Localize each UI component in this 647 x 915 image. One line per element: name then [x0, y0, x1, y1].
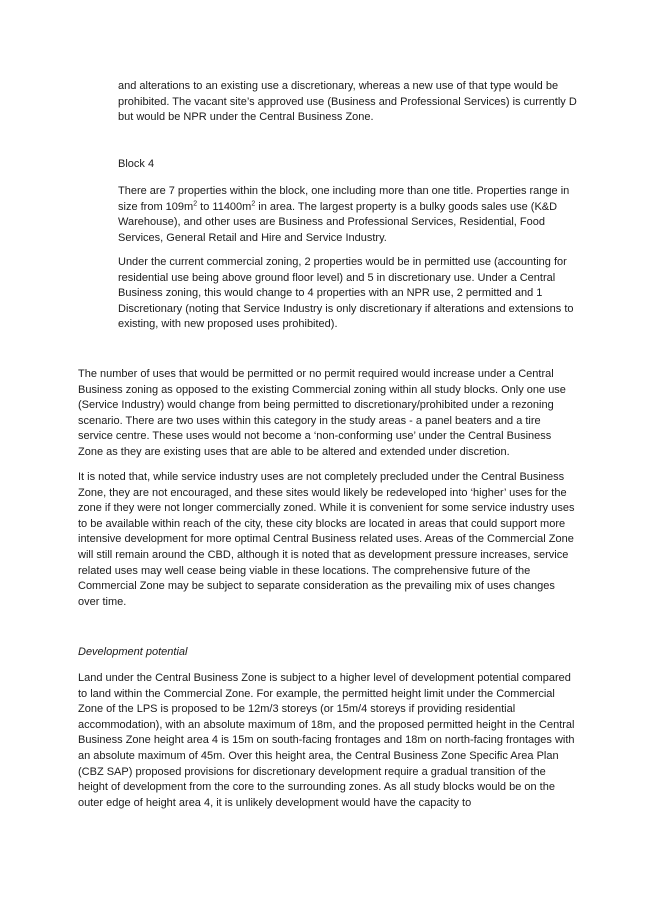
- paragraph-service-industry: It is noted that, while service industry uses are not completely precluded under the Central Business Zone, they are not encouraged, and these sites would likely be redeveloped into ‘higher’ uses for the zone if they were not longer commercially zoned. While it is convenient for some service industry uses to be available within reach of the city, these city blocks are located in areas that could support more intensive development for more optimal Central Business related uses. Areas of the Commercial Zone will still remain around the CBD, although it is noted that as development pressure increases, service related uses may well cease being viable in these locations. The comprehensive future of the Commercial Zone may be subject to separate consideration as the prevailing mix of uses changes over time.: [78, 471, 575, 608]
- block-4-heading: Block 4: [118, 158, 155, 170]
- paragraph-block-4-properties: [118, 184, 578, 246]
- superscript: 2: [251, 199, 256, 207]
- paragraph-development-potential: Land under the Central Business Zone is subject to a higher level of development potential compared to land within the Commercial Zone. For example, the permitted height limit under the Commercial Zone of the LPS is proposed to be 12m/3 storeys (or 15m/4 storeys if providing residential accommodation), with an absolute maximum of 18m, and the proposed permitted height in the Central Business Zone height area 4 is 15m on south-facing frontages and 18m on north-facing frontages with an absolute maximum of 45m. Over this height area, the Central Business Zone Specific Area Plan (CBZ SAP) proposed provisions for discretionary development require a gradual transition of the height of development from the core to the surrounding zones. As all study blocks would be on the outer edge of height area 4, it is unlikely development would have the capacity to: [78, 672, 575, 809]
- paragraph-text: in area. The largest property is a bulky goods sales use (K&D Warehouse), and other uses are Business and Professional Services, Residential, Food Services, General Retail and Hire and Service Industry.: [118, 200, 558, 244]
- paragraph-permitted-uses: The number of uses that would be permitted or no permit required would increase under a Central Business zoning as opposed to the existing Commercial zoning within all study blocks. Only one use (Service Industry) would change from being permitted to discretionary/prohibited under a rezoning scenario. There are two uses within this category in the study areas - a panel beaters and a tire service centre. These uses would not become a ‘non-conforming use’ under the Central Business Zone as they are existing uses that are able to be altered and extended under discretion.: [78, 368, 566, 458]
- paragraph-vacant-site: and alterations to an existing use a discretionary, whereas a new use of that type would be prohibited. The vacant site’s approved use (Business and Professional Services) is currently D but would be NPR under the Central Business Zone.: [118, 80, 577, 124]
- superscript: 2: [193, 199, 198, 207]
- paragraph-text: to 11400m: [197, 200, 252, 213]
- paragraph-block-4-zoning: Under the current commercial zoning, 2 properties would be in permitted use (accounting for residential use being above ground floor level) and 5 in discretionary use. Under a Central Business zoning, this would change to 4 properties with an NPR use, 2 permitted and 1 Discretionary (noting that Service Industry is only discretionary if alterations and extensions to existing, with new proposed uses prohibited).: [118, 256, 574, 331]
- paragraph-text: There are 7 properties within the block, one including more than one title. Properties range in size from 109m: [118, 185, 570, 213]
- development-potential-heading: Development potential: [78, 646, 188, 658]
